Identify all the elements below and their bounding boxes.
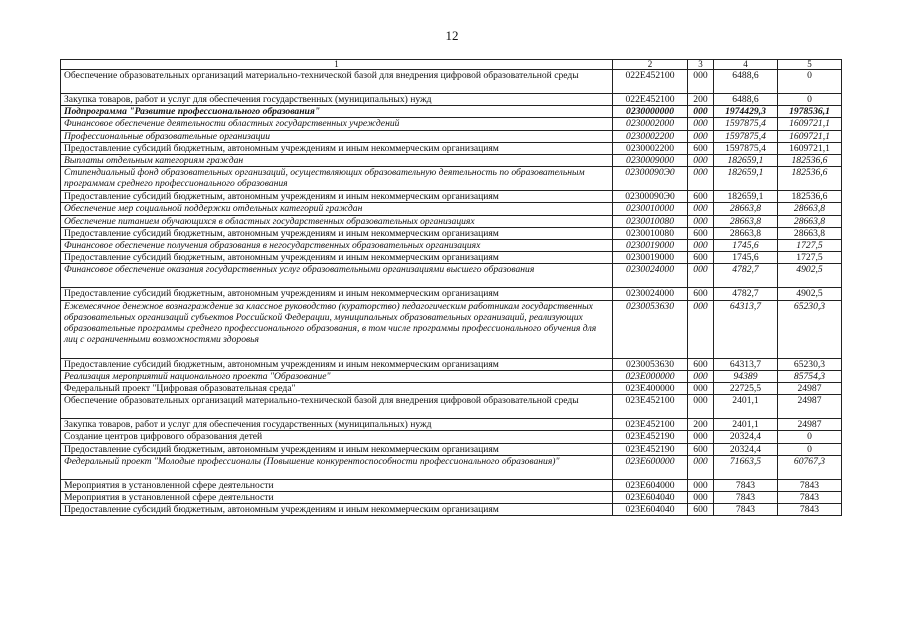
row-code-cell: 0230019000 [613, 240, 688, 252]
row-code-cell: 0230002200 [613, 142, 688, 154]
row-amount-col5-cell: 182536,6 [778, 191, 842, 203]
row-code-cell: 0230053630 [613, 300, 688, 358]
row-expense-type-cell: 000 [688, 203, 714, 215]
row-code-cell: 0230010080 [613, 227, 688, 239]
table-row [61, 504, 842, 516]
row-name-cell: Предоставление субсидий бюджетным, автономным учреждениям и иным некоммерческим организациям [61, 142, 613, 154]
row-name-cell: Финансовое обеспечение деятельности областных государственных учреждений [61, 118, 613, 130]
table-row [61, 419, 842, 431]
row-amount-col5-cell: 28663,8 [778, 227, 842, 239]
row-name-cell: Создание центров цифрового образования детей [61, 431, 613, 443]
row-expense-type-cell: 200 [688, 94, 714, 106]
row-amount-col4-cell: 1745,6 [714, 252, 778, 264]
row-expense-type-cell: 000 [688, 240, 714, 252]
row-name-cell: Предоставление субсидий бюджетным, автономным учреждениям и иным некоммерческим организациям [61, 288, 613, 300]
row-code-cell: 0230019000 [613, 252, 688, 264]
row-expense-type-cell: 000 [688, 155, 714, 167]
row-expense-type-cell: 000 [688, 215, 714, 227]
row-amount-col4-cell: 28663,8 [714, 227, 778, 239]
row-name-cell: Предоставление субсидий бюджетным, автономным учреждениям и иным некоммерческим организациям [61, 227, 613, 239]
page-number: 12 [445, 28, 459, 43]
row-expense-type-cell: 000 [688, 455, 714, 479]
row-amount-col4-cell: 7843 [714, 504, 778, 516]
row-amount-col4-cell: 7843 [714, 492, 778, 504]
row-name-cell: Ежемесячное денежное вознаграждение за классное руководство (кураторство) педагогическим работникам государственных образовательных организаций субъектов Российской Федерации, муниципальных образовательных организаций, реализующих образовательные программы среднего профессионального образования, в том числе программы профессионального обучения для лиц с ограниченными возможностями здоровья [61, 300, 613, 358]
row-amount-col4-cell: 28663,8 [714, 215, 778, 227]
row-amount-col4-cell: 1597875,4 [714, 130, 778, 142]
table-row [61, 191, 842, 203]
row-expense-type-cell: 000 [688, 383, 714, 395]
table-row [61, 215, 842, 227]
row-amount-col4-cell: 6488,6 [714, 70, 778, 94]
row-code-cell: 0230002200 [613, 130, 688, 142]
row-expense-type-cell: 600 [688, 288, 714, 300]
row-amount-col5-cell: 4902,5 [778, 264, 842, 288]
row-expense-type-cell: 000 [688, 370, 714, 382]
row-expense-type-cell: 000 [688, 479, 714, 491]
row-expense-type-cell: 000 [688, 395, 714, 419]
row-amount-col4-cell: 20324,4 [714, 431, 778, 443]
row-amount-col5-cell: 1609721,1 [778, 130, 842, 142]
row-amount-col5-cell: 0 [778, 431, 842, 443]
row-expense-type-cell: 000 [688, 130, 714, 142]
table-row [61, 70, 842, 94]
row-name-cell: Профессиональные образовательные организации [61, 130, 613, 142]
row-amount-col4-cell: 64313,7 [714, 358, 778, 370]
row-amount-col4-cell: 20324,4 [714, 443, 778, 455]
row-amount-col4-cell: 71663,5 [714, 455, 778, 479]
row-amount-col5-cell: 182536,6 [778, 167, 842, 191]
row-name-cell: Подпрограмма "Развитие профессионального образования" [61, 106, 613, 118]
row-code-cell: 022E452100 [613, 94, 688, 106]
row-expense-type-cell: 000 [688, 70, 714, 94]
row-amount-col5-cell: 1609721,1 [778, 142, 842, 154]
row-code-cell: 0230010080 [613, 215, 688, 227]
column-header-5: 5 [778, 60, 842, 70]
row-name-cell: Выплаты отдельным категориям граждан [61, 155, 613, 167]
row-amount-col4-cell: 4782,7 [714, 288, 778, 300]
row-amount-col4-cell: 4782,7 [714, 264, 778, 288]
row-expense-type-cell: 200 [688, 419, 714, 431]
row-code-cell: 023E452100 [613, 395, 688, 419]
row-amount-col5-cell: 0 [778, 70, 842, 94]
row-code-cell: 023E400000 [613, 383, 688, 395]
row-amount-col5-cell: 28663,8 [778, 215, 842, 227]
row-name-cell: Обеспечение питанием обучающихся в областных государственных образовательных организациях [61, 215, 613, 227]
row-name-cell: Стипендиальный фонд образовательных организаций, осуществляющих образовательную деятельность по образовательным программам среднего профессионального образования [61, 167, 613, 191]
table-row [61, 370, 842, 382]
row-code-cell: 023E452190 [613, 443, 688, 455]
row-code-cell: 023E604040 [613, 504, 688, 516]
row-expense-type-cell: 000 [688, 118, 714, 130]
table-row [61, 479, 842, 491]
row-amount-col4-cell: 182659,1 [714, 155, 778, 167]
row-name-cell: Мероприятия в установленной сфере деятельности [61, 479, 613, 491]
row-name-cell: Предоставление субсидий бюджетным, автономным учреждениям и иным некоммерческим организациям [61, 252, 613, 264]
table-row [61, 443, 842, 455]
header-row [61, 60, 842, 70]
table-row [61, 155, 842, 167]
row-amount-col4-cell: 1597875,4 [714, 142, 778, 154]
row-amount-col4-cell: 2401,1 [714, 419, 778, 431]
row-amount-col5-cell: 65230,3 [778, 300, 842, 358]
row-name-cell: Федеральный проект "Молодые профессионалы (Повышение конкурентоспособности профессионального образования)" [61, 455, 613, 479]
row-code-cell: 0230002000 [613, 118, 688, 130]
row-amount-col5-cell: 65230,3 [778, 358, 842, 370]
row-expense-type-cell: 600 [688, 142, 714, 154]
row-amount-col4-cell: 1974429,3 [714, 106, 778, 118]
row-code-cell: 023E452190 [613, 431, 688, 443]
column-header-3: 3 [688, 60, 714, 70]
row-code-cell: 022E452100 [613, 70, 688, 94]
row-amount-col4-cell: 2401,1 [714, 395, 778, 419]
table-row [61, 431, 842, 443]
row-amount-col4-cell: 7843 [714, 479, 778, 491]
row-amount-col4-cell: 64313,7 [714, 300, 778, 358]
row-expense-type-cell: 600 [688, 227, 714, 239]
row-name-cell: Обеспечение образовательных организаций материально-технической базой для внедрения цифровой образовательной среды [61, 395, 613, 419]
table-row [61, 106, 842, 118]
row-code-cell: 0230000000 [613, 106, 688, 118]
row-name-cell: Предоставление субсидий бюджетным, автономным учреждениям и иным некоммерческим организациям [61, 504, 613, 516]
row-name-cell: Закупка товаров, работ и услуг для обеспечения государственных (муниципальных) нужд [61, 419, 613, 431]
row-amount-col5-cell: 0 [778, 94, 842, 106]
table-row [61, 288, 842, 300]
row-amount-col5-cell: 7843 [778, 504, 842, 516]
row-expense-type-cell: 000 [688, 300, 714, 358]
row-amount-col5-cell: 4902,5 [778, 288, 842, 300]
row-name-cell: Обеспечение образовательных организаций материально-технической базой для внедрения цифровой образовательной среды [61, 70, 613, 94]
row-amount-col5-cell: 24987 [778, 383, 842, 395]
row-expense-type-cell: 600 [688, 504, 714, 516]
row-amount-col4-cell: 1597875,4 [714, 118, 778, 130]
table-row [61, 395, 842, 419]
row-amount-col4-cell: 94389 [714, 370, 778, 382]
row-name-cell: Реализация мероприятий национального проекта "Образование" [61, 370, 613, 382]
table-row [61, 358, 842, 370]
table-row [61, 492, 842, 504]
row-expense-type-cell: 000 [688, 106, 714, 118]
table-row [61, 130, 842, 142]
row-name-cell: Мероприятия в установленной сфере деятельности [61, 492, 613, 504]
row-name-cell: Финансовое обеспечение оказания государственных услуг образовательными организациями высшего образования [61, 264, 613, 288]
row-amount-col5-cell: 1609721,1 [778, 118, 842, 130]
column-header-2: 2 [613, 60, 688, 70]
table-row [61, 455, 842, 479]
row-amount-col4-cell: 28663,8 [714, 203, 778, 215]
row-code-cell: 023E604040 [613, 492, 688, 504]
row-expense-type-cell: 600 [688, 358, 714, 370]
column-header-4: 4 [714, 60, 778, 70]
row-code-cell: 0230024000 [613, 288, 688, 300]
row-expense-type-cell: 600 [688, 191, 714, 203]
row-expense-type-cell: 600 [688, 443, 714, 455]
row-code-cell: 023E600000 [613, 455, 688, 479]
row-code-cell: 0230010000 [613, 203, 688, 215]
row-amount-col5-cell: 24987 [778, 419, 842, 431]
table-row [61, 383, 842, 395]
row-expense-type-cell: 600 [688, 252, 714, 264]
row-amount-col4-cell: 182659,1 [714, 191, 778, 203]
row-amount-col5-cell: 7843 [778, 479, 842, 491]
row-name-cell: Финансовое обеспечение получения образования в негосударственных образовательных организациях [61, 240, 613, 252]
row-code-cell: 023E452100 [613, 419, 688, 431]
table-row [61, 167, 842, 191]
row-amount-col5-cell: 85754,3 [778, 370, 842, 382]
row-amount-col4-cell: 1745,6 [714, 240, 778, 252]
row-code-cell: 0230024000 [613, 264, 688, 288]
row-expense-type-cell: 000 [688, 167, 714, 191]
row-expense-type-cell: 000 [688, 264, 714, 288]
row-name-cell: Обеспечение мер социальной поддержки отдельных категорий граждан [61, 203, 613, 215]
row-expense-type-cell: 000 [688, 431, 714, 443]
budget-table [60, 59, 842, 516]
row-name-cell: Предоставление субсидий бюджетным, автономным учреждениям и иным некоммерческим организациям [61, 191, 613, 203]
row-amount-col5-cell: 24987 [778, 395, 842, 419]
row-expense-type-cell: 000 [688, 492, 714, 504]
row-amount-col4-cell: 22725,5 [714, 383, 778, 395]
row-code-cell: 023E000000 [613, 370, 688, 382]
row-amount-col4-cell: 6488,6 [714, 94, 778, 106]
row-amount-col5-cell: 1978536,1 [778, 106, 842, 118]
table-row [61, 300, 842, 358]
row-amount-col5-cell: 1727,5 [778, 240, 842, 252]
row-amount-col5-cell: 7843 [778, 492, 842, 504]
row-amount-col4-cell: 182659,1 [714, 167, 778, 191]
row-name-cell: Предоставление субсидий бюджетным, автономным учреждениям и иным некоммерческим организациям [61, 443, 613, 455]
row-name-cell: Федеральный проект "Цифровая образовательная среда" [61, 383, 613, 395]
row-amount-col5-cell: 28663,8 [778, 203, 842, 215]
row-code-cell: 0230053630 [613, 358, 688, 370]
row-amount-col5-cell: 0 [778, 443, 842, 455]
table-row [61, 203, 842, 215]
row-amount-col5-cell: 60767,3 [778, 455, 842, 479]
row-code-cell: 023E604000 [613, 479, 688, 491]
table-row [61, 142, 842, 154]
table-row [61, 94, 842, 106]
table-row [61, 264, 842, 288]
row-code-cell: 02300090Э0 [613, 167, 688, 191]
table-row [61, 240, 842, 252]
row-code-cell: 0230009000 [613, 155, 688, 167]
row-code-cell: 02300090Э0 [613, 191, 688, 203]
table-row [61, 118, 842, 130]
row-name-cell: Предоставление субсидий бюджетным, автономным учреждениям и иным некоммерческим организациям [61, 358, 613, 370]
row-amount-col5-cell: 1727,5 [778, 252, 842, 264]
row-name-cell: Закупка товаров, работ и услуг для обеспечения государственных (муниципальных) нужд [61, 94, 613, 106]
row-amount-col5-cell: 182536,6 [778, 155, 842, 167]
column-header-1: 1 [61, 60, 613, 70]
table-body [61, 70, 842, 516]
table-row [61, 252, 842, 264]
table-row [61, 227, 842, 239]
